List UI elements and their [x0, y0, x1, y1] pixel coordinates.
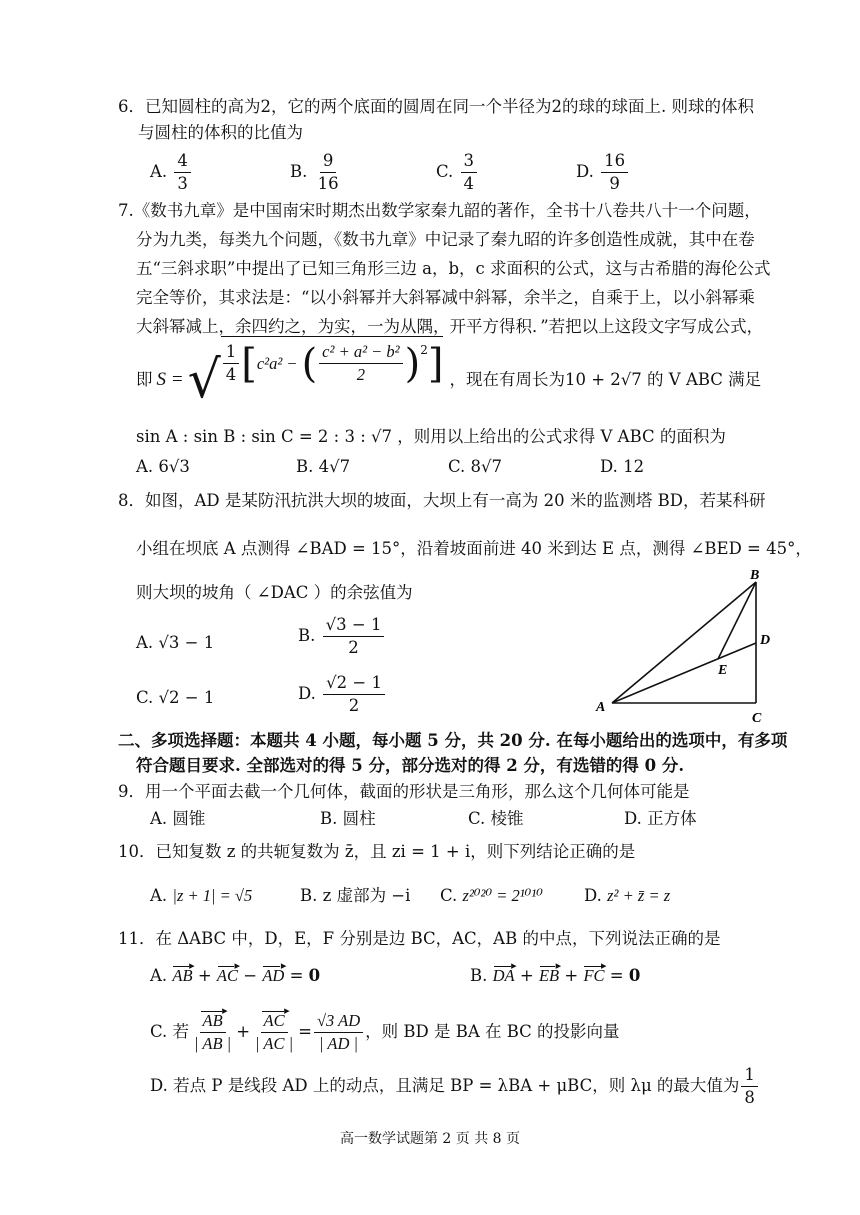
q7-ratio-line: sin A : sin B : sin C = 2 : 3 : √7 ，则用以上给出的公式求得 V ABC 的面积为: [136, 427, 726, 446]
q7-option-d: D. 12: [600, 457, 645, 476]
q8-dam-figure: [590, 562, 780, 727]
q7-formula: 即 S = √ $\frac{1}{4}$ [ c²a² − ( $\frac{\text{c² + a² − b²}}{2}$ ) $^2$ ] ，现在有周长为10 + 2√7 的 V ABC 满足: [136, 345, 761, 415]
q9-option-c: C. 棱锥: [468, 809, 524, 828]
q7-stem-line1: 7.《数书九章》是中国南宋时期杰出数学家秦九韶的著作，全书十八卷共八十一个问题，: [118, 201, 761, 220]
q6-option-b: B. $\frac{9}{16}$: [290, 151, 339, 193]
q6-stem-line2: 与圆柱的体积的比值为: [138, 123, 303, 142]
q10-option-a: A. |z + 1| = √5: [150, 886, 253, 905]
q10-stem: 10．已知复数 z 的共轭复数为 z̄，且 zi = 1 + i，则下列结论正确的是: [118, 842, 636, 861]
line-EB: [718, 582, 756, 659]
q7-option-c: C. 8√7: [448, 457, 503, 476]
q8-option-a: A. √3 − 1: [136, 633, 215, 652]
q9-option-a: A. 圆锥: [150, 809, 206, 828]
q7-stem-line3: 五“三斜求职”中提出了已知三角形三边 a，b，c 求面积的公式，这与古希腊的海伦公式: [136, 259, 771, 278]
q8-option-b: B. $\frac{√3 - 1}{2}$: [298, 614, 386, 659]
q11-stem: 11．在 ΔABC 中，D，E，F 分别是边 BC，AC，AB 的中点，下列说法正确的是: [118, 929, 721, 948]
q9-stem: 9．用一个平面去截一个几何体，截面的形状是三角形，那么这个几何体可能是: [118, 782, 690, 801]
page-footer: 高一数学试题第 2 页 共 8 页: [339, 1131, 521, 1147]
q7-stem-line2: 分为九类，每类九个问题，《数书九章》中记录了秦九昭的许多创造性成就，其中在卷: [136, 230, 755, 249]
q6-option-d: D. $\frac{16}{9}$: [576, 150, 630, 195]
q11-option-d: D. 若点 P 是线段 AD 上的动点，且满足 BP = λBA + μBC，则 λμ 的最大值为 $\frac{1}{8}$: [150, 1060, 760, 1112]
label-C: C: [752, 711, 762, 726]
q8-option-c: C. √2 − 1: [136, 688, 215, 707]
q7-stem-line5: 大斜幂减上，余四约之，为实，一为从隅，开平方得积．”若把以上这段文字写成公式，: [136, 317, 764, 336]
q8-option-d: D. $\frac{√2 - 1}{2}$: [298, 672, 387, 717]
q8-stem-line2: 小组在坝底 A 点测得 ∠BAD = 15°，沿着坡面前进 40 米到达 E 点，测得 ∠BED = 45°，: [136, 539, 812, 558]
q11-option-c: C. 若 $\frac{AB ▸}{| AB |}$ + $\frac{AC ▸}{| AC |}$ = $\frac{√3 AD}{| AD |}$ ，则 BD 是 BA 在 BC 的投影向量: [150, 1006, 620, 1058]
q9-option-d: D. 正方体: [624, 809, 697, 828]
q6-option-c: C. $\frac{3}{4}$: [436, 150, 479, 195]
q10-option-c: C. z²⁰²⁰ = 2¹⁰¹⁰: [440, 886, 543, 905]
q11-option-b: B. DA ▸ + EB ▸ + FC ▸ = 0: [470, 965, 640, 987]
q7-option-b: B. 4√7: [296, 457, 351, 476]
q7-option-a: A. 6√3: [136, 457, 190, 476]
q10-option-b: B. z 虚部为 −i: [300, 886, 411, 905]
q7-stem-line4: 完全等价，其求法是：“以小斜幂并大斜幂减中斜幂，余半之，自乘于上，以小斜幂乘: [136, 288, 755, 307]
label-A: A: [596, 700, 606, 715]
q8-stem-line1: 8．如图，AD 是某防汛抗洪大坝的坡面，大坝上有一高为 20 米的监测塔 BD，若某科研: [118, 491, 766, 510]
q6-stem-line1: 6．已知圆柱的高为2，它的两个底面的圆周在同一个半径为2的球的球面上. 则球的体积: [118, 97, 754, 116]
q9-option-b: B. 圆柱: [320, 809, 376, 828]
label-E: E: [718, 663, 728, 678]
section2-heading-line2: 符合题目要求. 全部选对的得 5 分，部分选对的得 2 分，有选错的得 0 分.: [136, 756, 685, 775]
section2-heading-line1: 二、多项选择题：本题共 4 小题，每小题 5 分，共 20 分. 在每小题给出的选项中，有多项: [118, 731, 788, 750]
label-D: D: [760, 633, 771, 648]
line-AD: [612, 643, 756, 703]
line-AB: [612, 582, 756, 703]
q10-option-d: D. z² + z̄ = z: [584, 886, 671, 905]
q6-option-a: A. $\frac{4}{3}$: [150, 150, 193, 195]
q8-stem-line3: 则大坝的坡角（ ∠DAC ）的余弦值为: [136, 583, 413, 602]
q11-option-a: A. AB ▸ + AC ▸ − AD ▸ = 0: [150, 965, 320, 987]
label-B: B: [750, 568, 760, 583]
